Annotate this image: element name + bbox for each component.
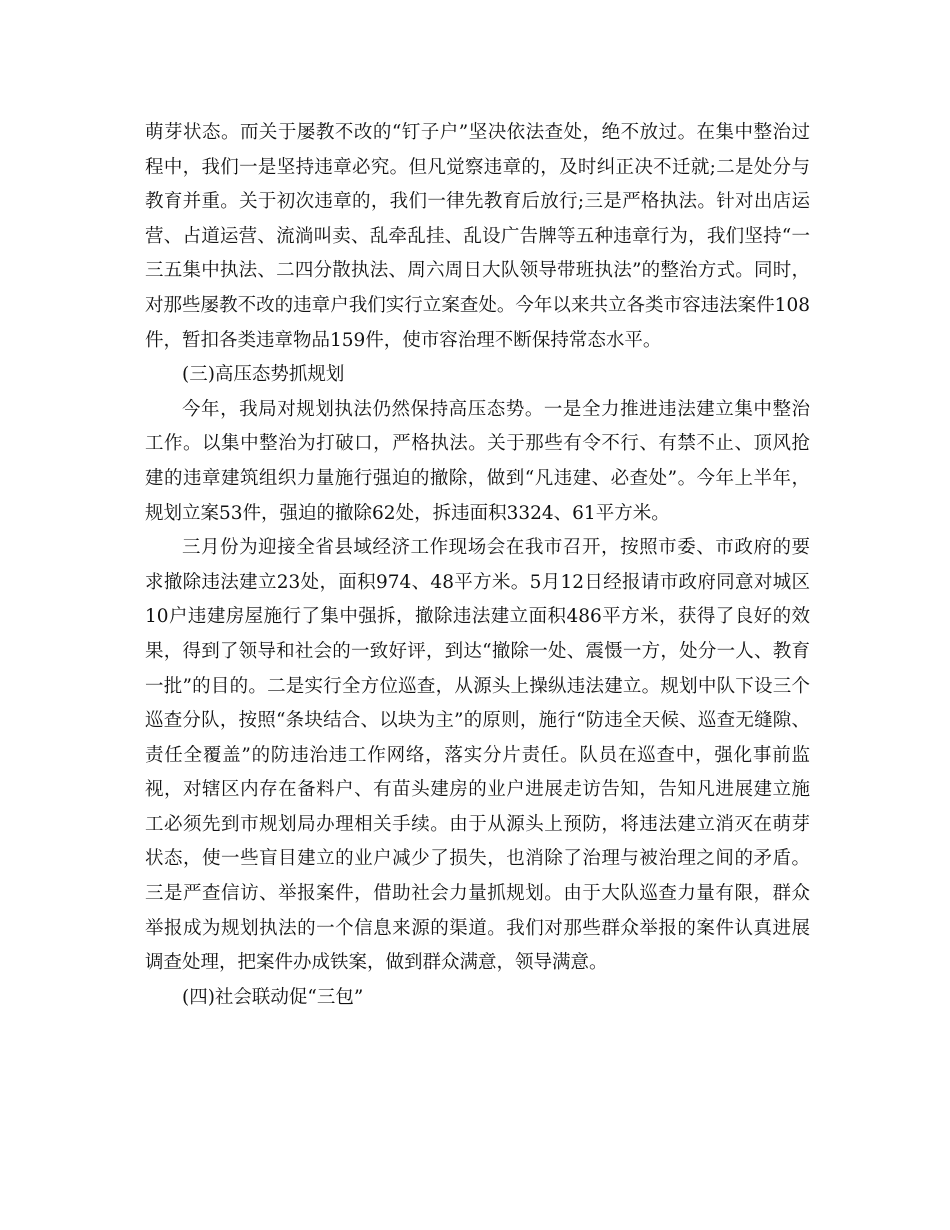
section-heading-4: (四)社会联动促“三包”	[182, 986, 364, 1008]
paragraph-continuation: 萌芽状态。而关于屡教不改的“钉子户”坚决依法查处，绝不放过。在集中整治过程中，我们一是坚持违章必究。但凡觉察违章的，及时纠正决不迁就;二是处分与教育并重。关于初次违章的，我们一律先教育后放行;三是严格执法。针对出店运营、占道运营、流淌叫卖、乱牵乱挂、乱设广告牌等五种违章行为，我们坚持“一三五集中执法、二四分散执法、周六周日大队领导带班执法”的整治方式。同时，对那些屡教不改的违章户我们实行立案查处。今年以来共立各类市容违法案件108件，暂扣各类违章物品159件，使市容治理不断保持常态水平。	[145, 122, 810, 351]
paragraph-demolition-details: 三月份为迎接全省县域经济工作现场会在我市召开，按照市委、市政府的要求撤除违法建立23处，面积974、48平方米。5月12日经报请市政府同意对城区10户违建房屋施行了集中强拆，撤除违法建立面积486平方米，获得了良好的效果，得到了领导和社会的一致好评，到达“撤除一处、震慑一方，处分一人、教育一批”的目的。二是实行全方位巡查，从源头上操纵违法建立。规划中队下设三个巡查分队，按照“条块结合、以块为主”的原则，施行“防违全天候、巡查无缝隙、责任全覆盖”的防违治违工作网络，落实分片责任。队员在巡查中，强化事前监视，对辖区内存在备料户、有苗头建房的业户进展走访告知，告知凡进展建立施工必须先到市规划局办理相关手续。由于从源头上预防，将违法建立消灭在萌芽状态，使一些盲目建立的业户减少了损失，也消除了治理与被治理之间的矛盾。三是严查信访、举报案件，借助社会力量抓规划。由于大队巡查力量有限，群众举报成为规划执法的一个信息来源的渠道。我们对那些群众举报的案件认真进展调查处理，把案件办成铁案，做到群众满意，领导满意。	[145, 537, 810, 974]
section-heading-3: (三)高压态势抓规划	[182, 364, 345, 386]
paragraph-planning-enforcement: 今年，我局对规划执法仍然保持高压态势。一是全力推进违法建立集中整治工作。以集中整治为打破口，严格执法。关于那些有令不行、有禁不止、顶风抢建的违章建筑组织力量施行强迫的撤除，做到“凡违建、必查处”。今年上半年，规划立案53件，强迫的撤除62处，拆违面积3324、61平方米。	[145, 398, 810, 524]
document-page	[145, 116, 810, 1015]
